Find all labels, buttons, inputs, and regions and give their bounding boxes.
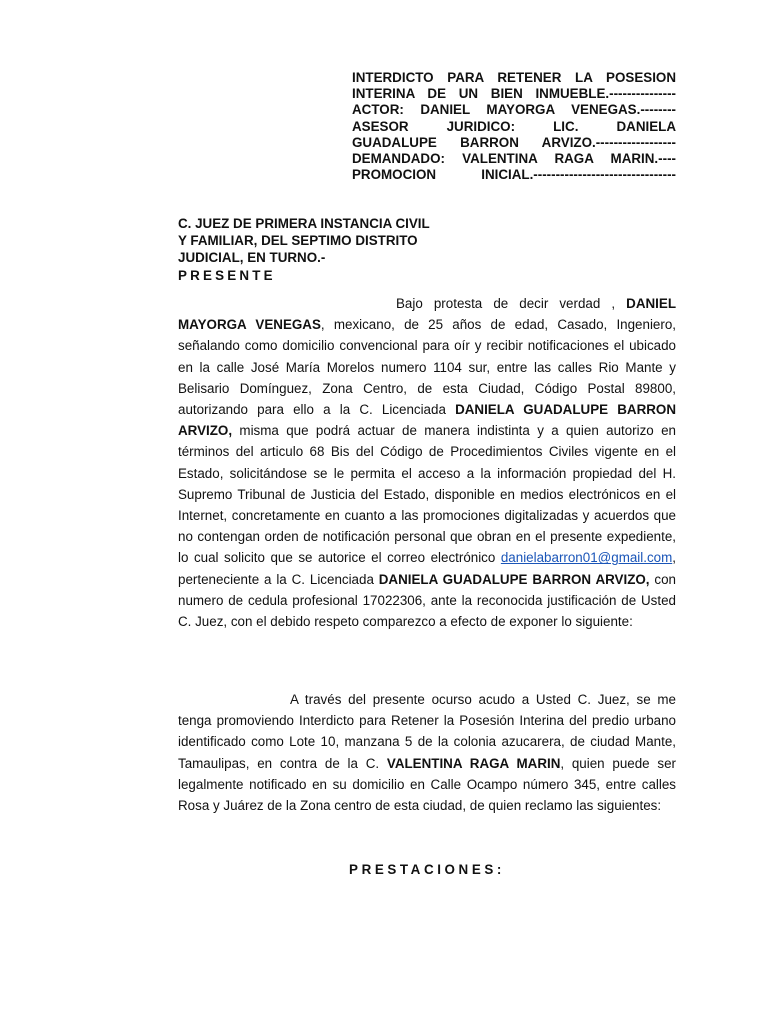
p2-text-2: , quien puede ser legalmente notificado en su domicilio en Calle Ocampo número 345, entre calles Rosa y Juárez de la Zona centro de esta ciudad, de quien reclamo las siguientes: — [178, 755, 677, 814]
header-line-1: INTERDICTO PARA RETENER LA POSESION — [352, 70, 676, 85]
p1-actor-name: DANIEL MAYORGA VENEGAS — [178, 296, 676, 333]
header-line-7: PROMOCION INICIAL.-------------------------------- — [352, 167, 676, 183]
header-line-2: INTERINA DE UN BIEN INMUEBLE.--------------- — [352, 86, 676, 102]
addressee-line-3: JUDICIAL, EN TURNO.- — [178, 250, 326, 266]
paragraph-introduction — [178, 293, 676, 632]
presente-label: PRESENTE — [178, 267, 276, 283]
p1-lawyer-name-2: DANIELA GUADALUPE BARRON ARVIZO, — [378, 571, 650, 587]
p1-lawyer-name: DANIELA GUADALUPE BARRON ARVIZO, — [178, 402, 676, 439]
paragraph-claim — [178, 689, 676, 816]
p2-text-1: A través del presente ocurso acudo a Usted C. Juez, se me tenga promoviendo Interdicto para Retener la Posesión Interina del predio urbano identificado como Lote 10, manzana 5 de la colonia azucarera, de ciudad Mante, Tamaulipas, en contra de la C. — [178, 692, 676, 771]
p1-text-1: Bajo protesta de decir verdad , — [396, 296, 627, 311]
p1-text-4: , perteneciente a la C. Licenciada — [178, 550, 676, 587]
p1-text-2: , mexicano, de 25 años de edad, Casado, Ingeniero, señalando como domicilio convencional para oír y recibir notificaciones el ubicado en la calle José María Morelos numero 1104 sur, entre las calles Rio Mante y Belisario Domínguez, Zona Centro, de esta Ciudad, Código Postal 89800, autorizando para ello a la C. Licenciada — [178, 317, 676, 418]
addressee-line-2: Y FAMILIAR, DEL SEPTIMO DISTRITO — [178, 233, 418, 249]
email-link[interactable]: danielabarron01@gmail.com — [500, 550, 673, 566]
section-heading-prestaciones: PRESTACIONES: — [349, 862, 505, 877]
header-line-4: ASESOR JURIDICO: LIC. DANIELA — [352, 118, 676, 134]
addressee-block — [178, 215, 478, 284]
header-line-6: DEMANDADO: VALENTINA RAGA MARIN.---- — [352, 151, 676, 167]
header-line-3: ACTOR: DANIEL MAYORGA VENEGAS.-------- — [352, 102, 676, 118]
p2-defendant-name: VALENTINA RAGA MARIN — [386, 755, 561, 771]
p1-text-3: misma que podrá actuar de manera indistinta y a quien autorizo en términos del articulo 68 Bis del Código de Procedimientos Civiles vigente en el Estado, solicitándose se le permita el acceso a la información propiedad del H. Supremo Tribunal de Justicia del Estado, disponible en medios electrónicos en el Internet, concretamente en cuanto a las promociones digitalizadas y acuerdos que no contengan orden de notificación personal que obran en el presente expediente, lo cual solicito que se autorice el correo electrónico — [178, 423, 676, 566]
addressee-line-1: C. JUEZ DE PRIMERA INSTANCIA CIVIL — [178, 216, 430, 231]
header-line-5: GUADALUPE BARRON ARVIZO.------------------ — [352, 134, 676, 150]
p1-text-5: con numero de cedula profesional 17022306, ante la reconocida justificación de Usted C. Juez, con el debido respeto comparezco a efecto de exponer lo siguiente: — [178, 571, 676, 630]
case-header — [352, 70, 676, 183]
